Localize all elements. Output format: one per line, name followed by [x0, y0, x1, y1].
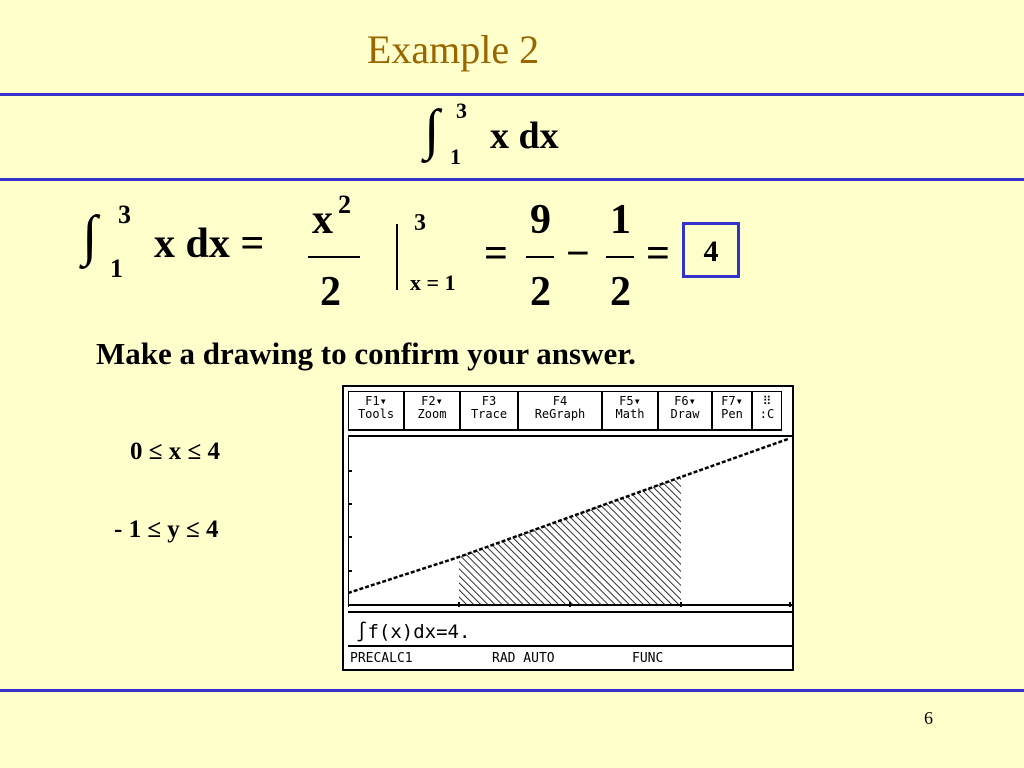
draw-tab[interactable]: F6▾ Draw — [658, 391, 712, 431]
function-toolbar — [348, 391, 788, 431]
fraction-bar — [308, 256, 360, 258]
fraction-bar — [606, 256, 634, 258]
status-angle: RAD AUTO — [492, 651, 555, 666]
heading-integral — [424, 98, 584, 174]
status-graph-mode: FUNC — [632, 651, 664, 666]
integrand: x dx = — [154, 221, 265, 267]
fraction-numerator: 1 — [610, 197, 631, 243]
integral-equation — [80, 190, 780, 320]
page-number: 6 — [924, 708, 933, 728]
equals-sign: = — [646, 231, 670, 277]
answer-box: 4 — [682, 222, 740, 278]
x-range: 0 ≤ x ≤ 4 — [130, 438, 220, 465]
integral-sign: ∫ — [424, 99, 440, 161]
equals-sign: = — [484, 231, 508, 277]
integral-sign: ∫ — [82, 205, 98, 267]
math-tab[interactable]: F5▾ Math — [602, 391, 658, 431]
graph-area — [348, 435, 792, 613]
lower-limit: 1 — [450, 144, 461, 169]
tools-tab[interactable]: F1▾ Tools — [348, 391, 404, 431]
top-divider — [0, 93, 1024, 96]
evaluation-bar — [396, 224, 398, 290]
calculator-screen — [342, 385, 794, 671]
lower-limit: 1 — [110, 254, 123, 283]
shaded-area — [459, 477, 681, 605]
graph-plot — [348, 437, 792, 611]
upper-limit: 3 — [118, 200, 131, 229]
bottom-divider — [0, 689, 1024, 692]
slide-title: Example 2 — [366, 27, 540, 72]
trace-tab[interactable]: F3 Trace — [460, 391, 518, 431]
fraction-denominator: 2 — [610, 269, 631, 315]
clear-tab[interactable]: ⠿ :C — [752, 391, 782, 431]
integrand: x dx — [490, 115, 559, 157]
fraction-bar — [526, 256, 554, 258]
fraction-denominator: 2 — [530, 269, 551, 315]
instruction-text: Make a drawing to confirm your answer. — [96, 336, 636, 371]
zoom-tab[interactable]: F2▾ Zoom — [404, 391, 460, 431]
status-mode: PRECALC1 — [350, 651, 413, 666]
evaluation-upper: 3 — [414, 210, 426, 236]
home-entry-line: ∫f(x)dx=4. — [348, 617, 792, 647]
pen-tab[interactable]: F7▾ Pen — [712, 391, 752, 431]
fraction-denominator: 2 — [320, 269, 341, 315]
fraction-numerator: x — [312, 197, 333, 243]
middle-divider — [0, 178, 1024, 181]
upper-limit: 3 — [456, 98, 467, 123]
status-bar — [348, 649, 792, 669]
evaluation-lower: x = 1 — [410, 270, 456, 295]
fraction-numerator: 9 — [530, 197, 551, 243]
exponent: 2 — [338, 190, 351, 219]
minus-sign: − — [566, 231, 590, 277]
regraph-tab[interactable]: F4 ReGraph — [518, 391, 602, 431]
y-range: - 1 ≤ y ≤ 4 — [114, 516, 219, 543]
